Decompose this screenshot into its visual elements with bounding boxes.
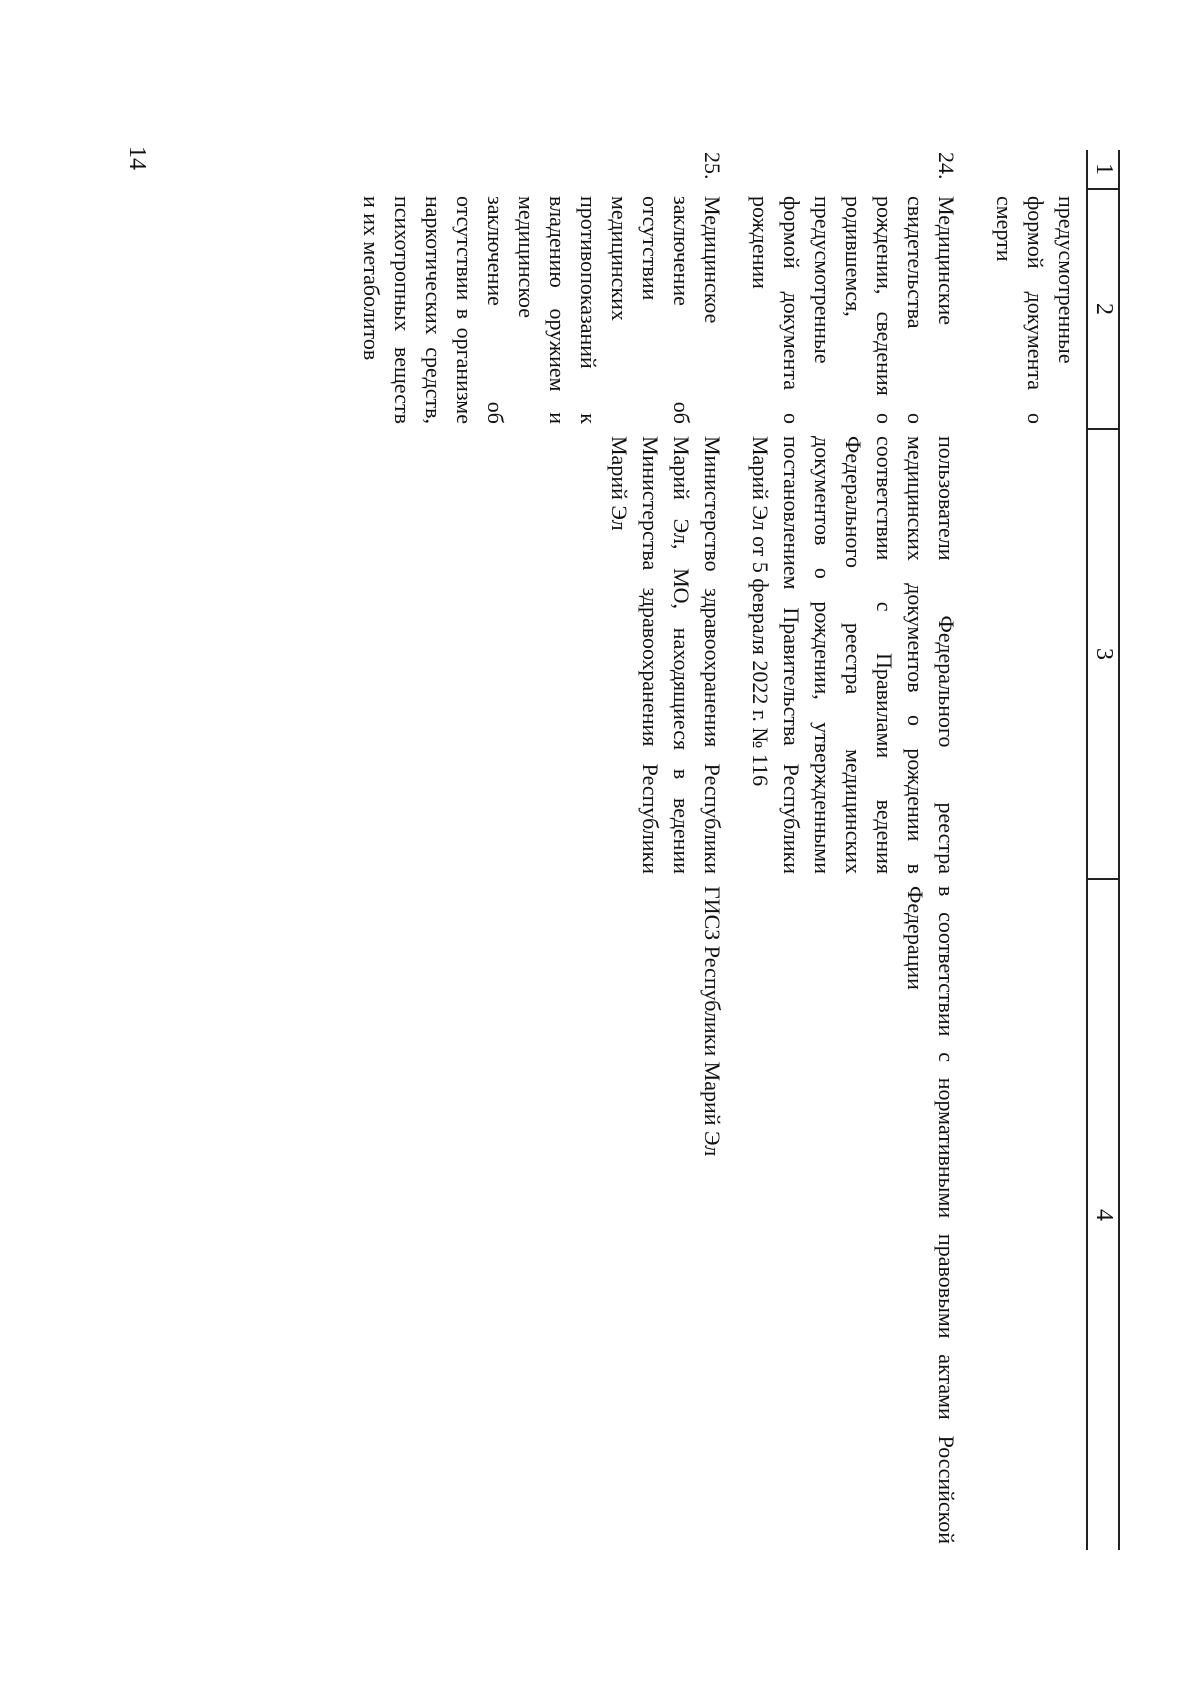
recipients [989,430,1082,880]
transfer-method: ГИСЗ Республики Марий Эл [700,886,725,1157]
row-number: 25. [700,152,725,180]
row-number: 24. [934,152,959,180]
table-row [356,150,728,1550]
header-col-2: 2 [1088,190,1118,430]
document-name: Медицинские свидетельства о рождении, сведения о родившемся, предусмотренные формой документа о рождении [748,196,959,424]
rotated-table-container [200,150,1120,1550]
recipients: Министерство здравоохранения Республики Марий Эл, МО, находящиеся в ведении Министерства здравоохранения Республики Марий Эл [607,436,725,874]
header-col-1: 1 [1088,150,1118,190]
table-row [745,150,962,1550]
transfer-method [989,880,1082,1550]
header-col-4: 4 [1091,1209,1117,1221]
page-number: 14 [124,146,150,170]
table [200,150,1120,1550]
row-number [989,150,1082,190]
header-col-3: 3 [1088,430,1118,880]
document-name: Медицинское заключение об отсутствии медицинских противопоказаний к владению оружием и медицинское заключение об отсутствии в организме наркотических средств, психотропных веществ и их метаболитов [359,196,725,424]
transfer-method: в соответствии с нормативными правовыми актами Российской Федерации [903,886,959,1544]
document-name: предусмотренные формой документа о смерти [992,196,1079,424]
table-header [1086,150,1120,1550]
table-row [989,150,1082,1550]
recipients: пользователи Федерального реестра медицинских документов о рождении в соответствии с Правилами ведения Федерального реестра медицинских документов о рождении, утвержденными постановлением Правительства Республики Марий Эл от 5 февраля 2022 г. № 116 [748,436,959,874]
